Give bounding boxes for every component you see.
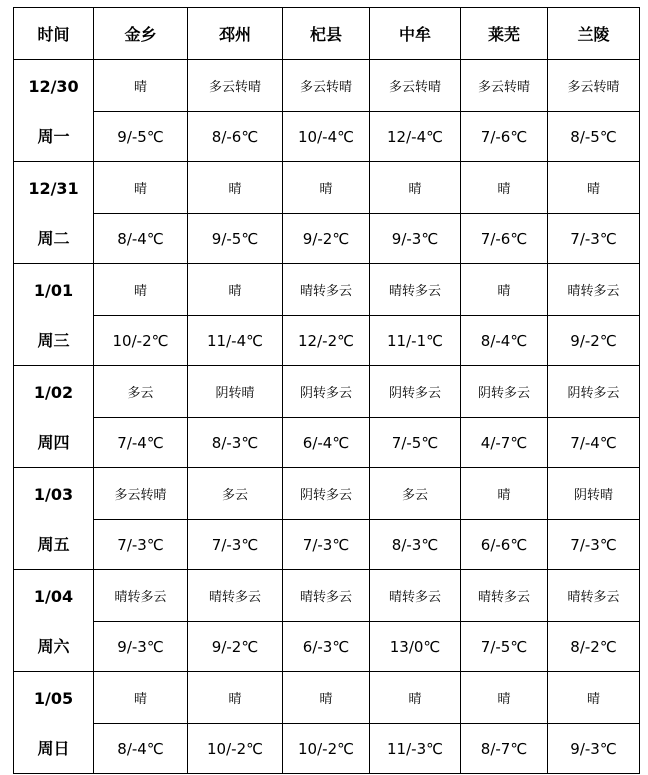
date-label: 12/31 xyxy=(28,178,79,198)
date-cell xyxy=(14,264,94,366)
weather-condition-cell: 晴 xyxy=(94,162,188,214)
temperature-cell: 7/-3℃ xyxy=(548,520,640,570)
temperature-cell: 4/-7℃ xyxy=(461,418,548,468)
date-cell xyxy=(14,570,94,672)
temperature-cell: 9/-3℃ xyxy=(548,724,640,774)
temperature-cell: 9/-5℃ xyxy=(188,214,283,264)
temperature-cell: 9/-2℃ xyxy=(188,622,283,672)
day-row-temperatures xyxy=(14,418,640,468)
weather-condition-cell: 阴转多云 xyxy=(548,366,640,418)
weather-condition-cell: 晴 xyxy=(548,672,640,724)
weather-condition-cell: 晴 xyxy=(188,264,283,316)
weather-condition-cell: 晴转多云 xyxy=(548,264,640,316)
temperature-cell: 7/-3℃ xyxy=(188,520,283,570)
temperature-cell: 9/-3℃ xyxy=(94,622,188,672)
weather-condition-cell: 晴 xyxy=(94,264,188,316)
weather-condition-cell: 阴转多云 xyxy=(283,468,370,520)
weekday-label: 周三 xyxy=(37,330,70,350)
temperature-cell: 7/-6℃ xyxy=(461,214,548,264)
day-row-temperatures xyxy=(14,214,640,264)
temperature-cell: 6/-6℃ xyxy=(461,520,548,570)
weekday-label: 周六 xyxy=(37,636,70,656)
day-row-conditions xyxy=(14,570,640,622)
day-row-temperatures xyxy=(14,520,640,570)
date-cell xyxy=(14,366,94,468)
temperature-cell: 10/-4℃ xyxy=(283,112,370,162)
date-label: 1/01 xyxy=(33,280,74,300)
weather-condition-cell: 多云转晴 xyxy=(461,60,548,112)
city-header: 兰陵 xyxy=(548,8,640,60)
weather-condition-cell: 晴转多云 xyxy=(370,264,461,316)
temperature-cell: 11/-4℃ xyxy=(188,316,283,366)
weather-condition-cell: 晴 xyxy=(94,672,188,724)
temperature-cell: 8/-4℃ xyxy=(461,316,548,366)
weather-condition-cell: 晴 xyxy=(188,162,283,214)
day-row-conditions xyxy=(14,264,640,316)
date-cell xyxy=(14,468,94,570)
temperature-cell: 7/-4℃ xyxy=(94,418,188,468)
weather-forecast-table xyxy=(13,7,640,774)
weather-condition-cell: 晴 xyxy=(188,672,283,724)
temperature-cell: 8/-4℃ xyxy=(94,724,188,774)
temperature-cell: 8/-3℃ xyxy=(370,520,461,570)
time-header: 时间 xyxy=(14,8,94,60)
temperature-cell: 8/-4℃ xyxy=(94,214,188,264)
date-label: 1/04 xyxy=(33,586,74,606)
weekday-label: 周日 xyxy=(37,738,70,758)
temperature-cell: 12/-4℃ xyxy=(370,112,461,162)
temperature-cell: 10/-2℃ xyxy=(283,724,370,774)
weather-condition-cell: 晴 xyxy=(283,672,370,724)
temperature-cell: 8/-5℃ xyxy=(548,112,640,162)
weather-condition-cell: 多云转晴 xyxy=(370,60,461,112)
weather-condition-cell: 阴转多云 xyxy=(283,366,370,418)
weather-condition-cell: 晴 xyxy=(370,672,461,724)
temperature-cell: 11/-3℃ xyxy=(370,724,461,774)
temperature-cell: 8/-3℃ xyxy=(188,418,283,468)
date-cell xyxy=(14,162,94,264)
temperature-cell: 9/-2℃ xyxy=(548,316,640,366)
temperature-cell: 12/-2℃ xyxy=(283,316,370,366)
weather-condition-cell: 晴转多云 xyxy=(94,570,188,622)
day-row-temperatures xyxy=(14,316,640,366)
temperature-cell: 8/-2℃ xyxy=(548,622,640,672)
weather-condition-cell: 晴转多云 xyxy=(548,570,640,622)
weather-condition-cell: 多云转晴 xyxy=(188,60,283,112)
date-label: 1/05 xyxy=(33,688,74,708)
weather-condition-cell: 晴转多云 xyxy=(461,570,548,622)
temperature-cell: 13/0℃ xyxy=(370,622,461,672)
weather-condition-cell: 多云 xyxy=(94,366,188,418)
weather-condition-cell: 多云转晴 xyxy=(548,60,640,112)
temperature-cell: 7/-6℃ xyxy=(461,112,548,162)
date-label: 12/30 xyxy=(28,76,79,96)
temperature-cell: 10/-2℃ xyxy=(188,724,283,774)
temperature-cell: 7/-5℃ xyxy=(370,418,461,468)
temperature-cell: 7/-3℃ xyxy=(94,520,188,570)
weather-condition-cell: 晴 xyxy=(283,162,370,214)
temperature-cell: 9/-3℃ xyxy=(370,214,461,264)
temperature-cell: 10/-2℃ xyxy=(94,316,188,366)
day-row-conditions xyxy=(14,468,640,520)
city-header: 莱芜 xyxy=(461,8,548,60)
weather-condition-cell: 阴转多云 xyxy=(461,366,548,418)
temperature-cell: 8/-7℃ xyxy=(461,724,548,774)
city-header: 中牟 xyxy=(370,8,461,60)
temperature-cell: 7/-4℃ xyxy=(548,418,640,468)
date-cell xyxy=(14,60,94,162)
weekday-label: 周一 xyxy=(37,126,70,146)
temperature-cell: 6/-4℃ xyxy=(283,418,370,468)
weather-condition-cell: 晴转多云 xyxy=(283,570,370,622)
date-cell xyxy=(14,672,94,774)
weather-condition-cell: 晴 xyxy=(548,162,640,214)
temperature-cell: 7/-3℃ xyxy=(548,214,640,264)
weather-condition-cell: 晴 xyxy=(461,264,548,316)
forecast-body xyxy=(14,60,640,774)
city-header: 杞县 xyxy=(283,8,370,60)
temperature-cell: 11/-1℃ xyxy=(370,316,461,366)
city-header: 邳州 xyxy=(188,8,283,60)
temperature-cell: 7/-3℃ xyxy=(283,520,370,570)
weather-condition-cell: 晴 xyxy=(461,672,548,724)
weather-condition-cell: 阴转晴 xyxy=(548,468,640,520)
weather-condition-cell: 晴 xyxy=(94,60,188,112)
weather-condition-cell: 多云转晴 xyxy=(94,468,188,520)
weather-condition-cell: 阴转晴 xyxy=(188,366,283,418)
city-header: 金乡 xyxy=(94,8,188,60)
weather-condition-cell: 多云 xyxy=(188,468,283,520)
date-label: 1/02 xyxy=(33,382,74,402)
weather-condition-cell: 晴 xyxy=(370,162,461,214)
temperature-cell: 9/-5℃ xyxy=(94,112,188,162)
weather-condition-cell: 多云 xyxy=(370,468,461,520)
weekday-label: 周二 xyxy=(37,228,70,248)
temperature-cell: 9/-2℃ xyxy=(283,214,370,264)
weather-condition-cell: 阴转多云 xyxy=(370,366,461,418)
weather-condition-cell: 晴 xyxy=(461,468,548,520)
header-row xyxy=(14,8,640,60)
temperature-cell: 6/-3℃ xyxy=(283,622,370,672)
weather-condition-cell: 多云转晴 xyxy=(283,60,370,112)
day-row-temperatures xyxy=(14,622,640,672)
weekday-label: 周五 xyxy=(37,534,70,554)
day-row-conditions xyxy=(14,672,640,724)
weather-condition-cell: 晴转多云 xyxy=(188,570,283,622)
temperature-cell: 8/-6℃ xyxy=(188,112,283,162)
day-row-conditions xyxy=(14,366,640,418)
day-row-conditions xyxy=(14,60,640,112)
day-row-temperatures xyxy=(14,112,640,162)
weather-condition-cell: 晴 xyxy=(461,162,548,214)
weekday-label: 周四 xyxy=(37,432,70,452)
date-label: 1/03 xyxy=(33,484,74,504)
weather-condition-cell: 晴转多云 xyxy=(283,264,370,316)
temperature-cell: 7/-5℃ xyxy=(461,622,548,672)
weather-condition-cell: 晴转多云 xyxy=(370,570,461,622)
day-row-conditions xyxy=(14,162,640,214)
day-row-temperatures xyxy=(14,724,640,774)
